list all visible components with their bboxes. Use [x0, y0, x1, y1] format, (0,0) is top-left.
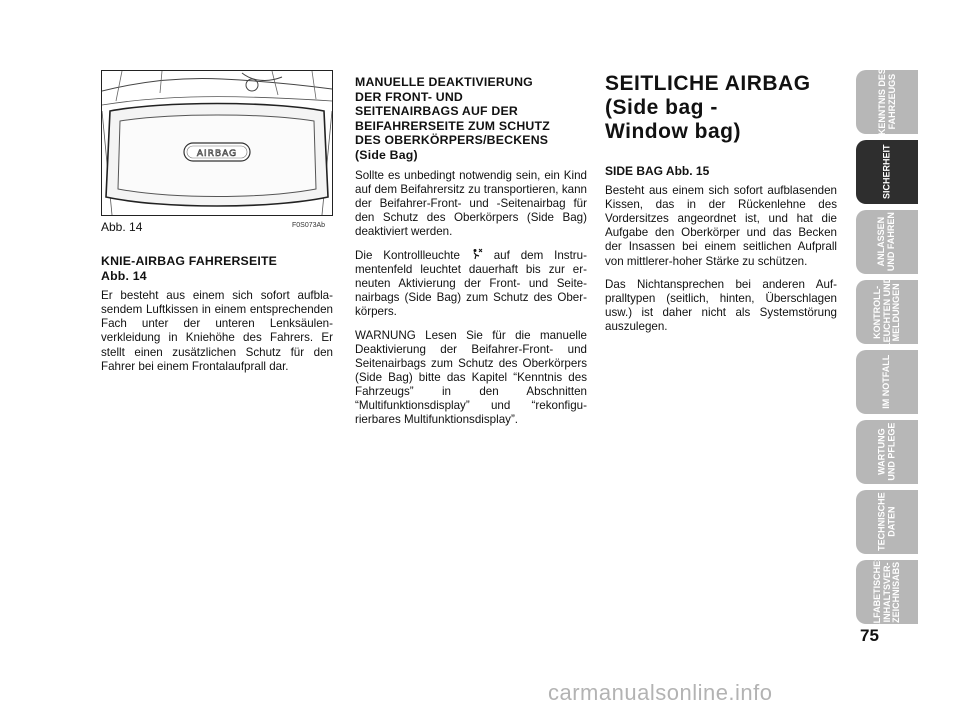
knee-airbag-paragraph: Er besteht aus einem sich sofort aufblasendem Luftkissen in einem entsprechenden Fach unter der unteren Lenksäulenverkleidung in Kniehöhe des Fahrers. Er stellt einen zusätzlichen Schutz für den Fahrer bei einem Frontalaufprall dar. — [101, 289, 333, 373]
knee-airbag-figure — [101, 70, 333, 216]
tab-kontrollleuchten[interactable]: KONTROLL- LEUCHTEN UND MELDUNGEN — [856, 280, 918, 344]
airbag-emblem-text: AIRBAG — [196, 149, 238, 159]
side-bag-paragraph-1: Besteht aus einem sich sofort aufblasenden Kissen, das in der Rückenlehne des Vordersitzes angeordnet ist, und hat die Aufgabe den Oberkörper und das Becken der Insassen bei einem seitlichen Aufprall von mittlerer-hoher Stärke zu schützen. — [605, 184, 837, 268]
knee-airbag-illustration — [102, 71, 332, 215]
column-knee-airbag — [101, 254, 333, 383]
tab-anlassen-und-fahren[interactable]: ANLASSEN UND FAHREN — [856, 210, 918, 274]
tab-im-notfall[interactable]: IM NOTFALL — [856, 350, 918, 414]
tab-technische-daten[interactable]: TECHNISCHE DATEN — [856, 490, 918, 554]
tab-sicherheit[interactable]: SICHERHEIT — [856, 140, 918, 204]
figure-code: F0S073Ab — [292, 222, 326, 229]
tab-kenntnis-des-fahrzeugs[interactable]: KENNTNIS DES FAHRZEUGS — [856, 70, 918, 134]
column-side-airbag — [605, 72, 837, 343]
watermark: carmanualsonline.info — [548, 680, 773, 705]
deactivation-warning-paragraph: WARNUNG Lesen Sie für die manuelle Deaktivierung der Beifahrer-Front- und Seitenairbags zum Schutz des Oberkörpers (Side Bag) bitte das Kapitel “Kenntnis des Fahrzeugs” in den Abschnitten “Multifunktionsdisplay” und “rekonfigurierbares Multifunktionsdisplay”. — [355, 328, 587, 427]
side-bag-paragraph-2: Das Nichtansprechen bei anderen Aufpralltypen (seitlich, hinten, Überschlagen usw.) ist daher nicht als Systemstörung auszulegen. — [605, 277, 837, 333]
side-bag-subheading: SIDE BAG Abb. 15 — [605, 164, 710, 178]
deactivation-paragraph-2: Die Kontrollleuchte auf dem Instrumentenfeld leuchtet dauerhaft bis zur erneuten Aktivierung der Front- und Seitenairbags (Side Bag) zum Schutz des Oberkörpers. — [355, 249, 587, 319]
tab-wartung-und-pflege[interactable]: WARTUNG UND PFLEGE — [856, 420, 918, 484]
column-manual-deactivation — [355, 75, 587, 436]
knee-airbag-heading: KNIE-AIRBAG FAHRERSEITE Abb. 14 — [101, 254, 278, 283]
deactivation-paragraph-1: Sollte es unbedingt notwendig sein, ein Kind auf dem Beifahrersitz zu transportieren, kann der Beifahrer-Front- und -Seitenairbag für den Schutz des Oberkörpers (Side Bag) deaktiviert werden. — [355, 168, 587, 238]
side-airbag-title: SEITLICHE AIRBAG (Side bag - Window bag) — [605, 72, 811, 143]
airbag-off-warning-icon — [471, 248, 483, 260]
page-number: 75 — [860, 626, 879, 645]
manual-deactivation-heading: MANUELLE DEAKTIVIERUNG DER FRONT- UND SEITENAIRBAGS AUF DER BEIFAHRERSEITE ZUM SCHUTZ DES OBERKÖRPERS/BECKENS (Side Bag) — [355, 75, 550, 162]
tab-inhaltsverzeichnis[interactable]: ALFABETISCHES INHALTSVER- ZEICHNISABS — [856, 560, 918, 624]
figure-caption: Abb. 14 — [101, 220, 143, 234]
